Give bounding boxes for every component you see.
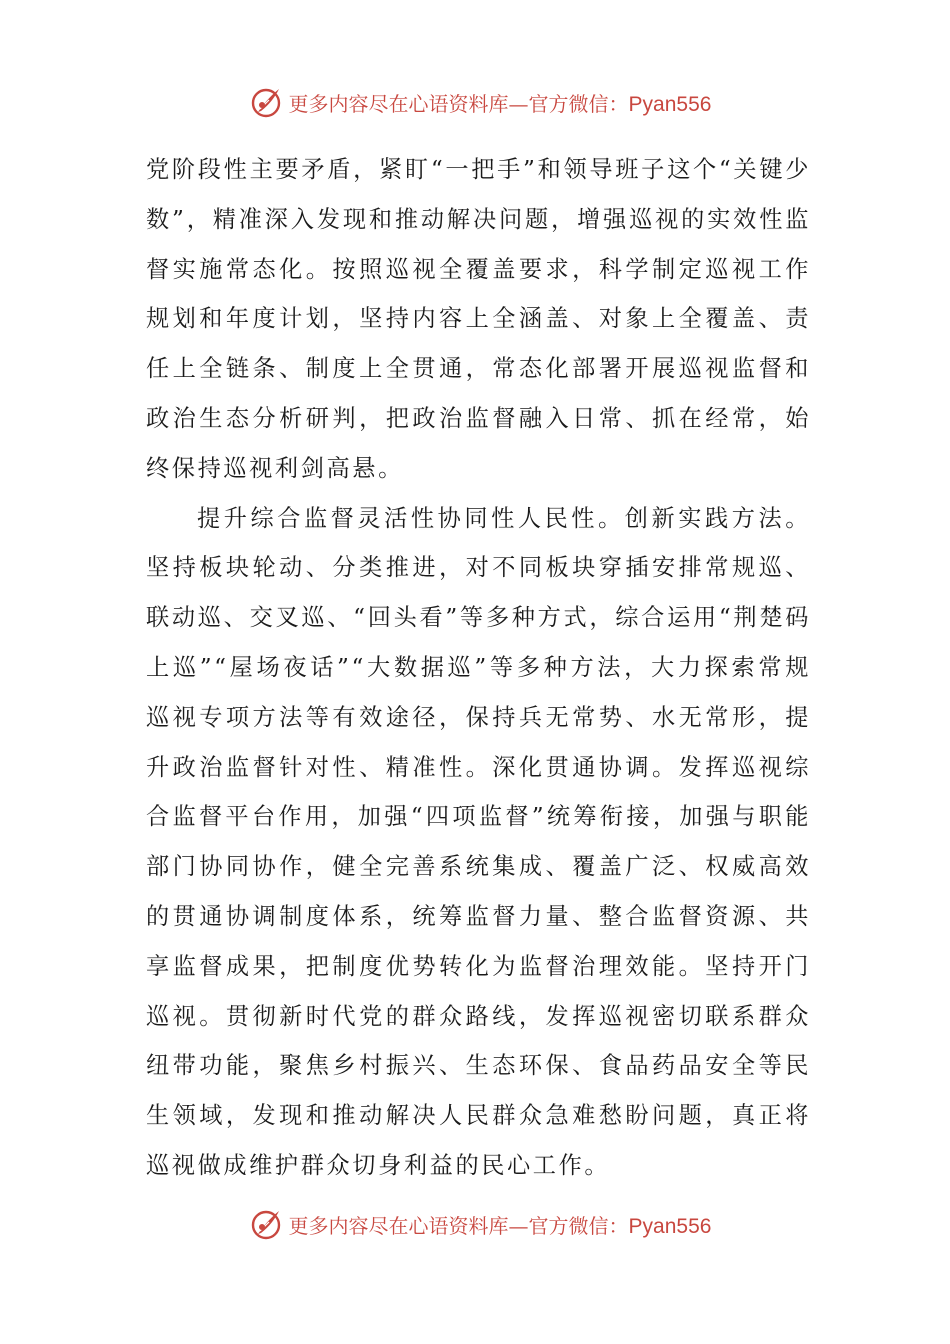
paragraph-1: 党阶段性主要矛盾，紧盯“一把手”和领导班子这个“关键少数”，精准深入发现和推动解决问题，增强巡视的实效性监督实施常态化。按照巡视全覆盖要求，科学制定巡视工作规划和年度计划，坚持内容上全涵盖、对象上全覆盖、责任上全链条、制度上全贯通，常态化部署开展巡视监督和政治生态分析研判，把政治监督融入日常、抓在经常，始终保持巡视利剑高悬。 (146, 156, 811, 482)
banner-wechat-id: Pyan556 (628, 92, 712, 116)
quill-pen-icon (249, 1207, 283, 1240)
banner-label (289, 88, 712, 117)
banner-text: 更多内容尽在心语资料库—官方微信： (288, 91, 629, 116)
footer-banner (0, 1200, 950, 1240)
footer-banner-label (289, 1210, 712, 1239)
footer-wechat-id: Pyan556 (628, 1214, 712, 1238)
document-body (146, 145, 811, 1191)
header-banner (0, 80, 950, 124)
quill-pen-icon (249, 85, 283, 119)
paragraph-2: 提升综合监督灵活性协同性人民性。创新实践方法。坚持板块轮动、分类推进，对不同板块穿插安排常规巡、联动巡、交叉巡、“回头看”等多种方式，综合运用“荆楚码上巡”“屋场夜话”“大数据巡”等多种方法，大力探索常规巡视专项方法等有效途径，保持兵无常势、水无常形，提升政治监督针对性、精准性。深化贯通协调。发挥巡视综合监督平台作用，加强“四项监督”统筹衔接，加强与职能部门协同协作，健全完善系统集成、覆盖广泛、权威高效的贯通协调制度体系，统筹监督力量、整合监督资源、共享监督成果，把制度优势转化为监督治理效能。坚持开门巡视。贯彻新时代党的群众路线，发挥巡视密切联系群众纽带功能，聚焦乡村振兴、生态环保、食品药品安全等民生领域，发现和推动解决人民群众急难愁盼问题，真正将巡视做成维护群众切身利益的民心工作。 (146, 504, 811, 1179)
footer-banner-text: 更多内容尽在心语资料库—官方微信： (288, 1213, 629, 1238)
